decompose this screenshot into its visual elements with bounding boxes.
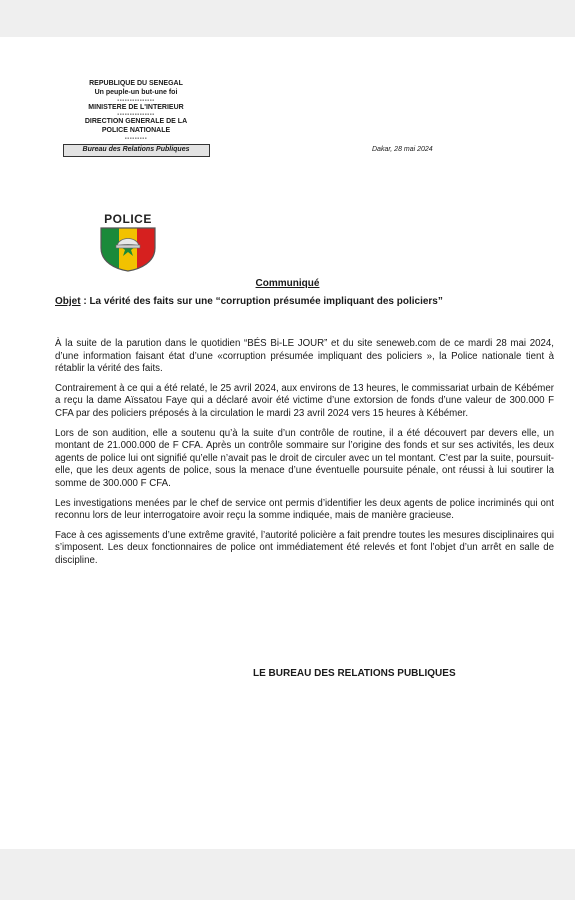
paragraph: À la suite de la parution dans le quotidien “BÉS Bi-LE JOUR” et du site seneweb.com de ce mardi 28 mai 2024, d’une information faisant état d’une «corruption présumée impliquant des policiers », la Police nationale tient à rétablir la vérité des faits. bbox=[55, 338, 554, 375]
signature: LE BUREAU DES RELATIONS PUBLIQUES bbox=[253, 668, 456, 679]
separator: --------------- bbox=[117, 97, 155, 104]
subject-text: : La vérité des faits sur une “corruption présumée impliquant des policiers” bbox=[80, 296, 443, 307]
subject-label: Objet bbox=[55, 296, 81, 307]
direction-name-line2: POLICE NATIONALE bbox=[101, 127, 171, 134]
document-body bbox=[55, 338, 554, 575]
subject-line bbox=[55, 296, 535, 307]
police-logo bbox=[97, 212, 159, 272]
paragraph: Contrairement à ce qui a été relaté, le 25 avril 2024, aux environs de 13 heures, le commissariat urbain de Kébémer a reçu la dame Aïssatou Faye qui a déclaré avoir été victime d’une extorsion de fonds d’une valeur de 300.000 F CFA par des policiers préposés à la circulation le mardi 23 avril 2024 vers 15 heures à Kébémer. bbox=[55, 382, 554, 419]
republic-name: REPUBLIQUE DU SENEGAL bbox=[89, 80, 183, 87]
separator: --------- bbox=[124, 135, 148, 142]
paragraph: Lors de son audition, elle a soutenu qu’à la suite d’un contrôle de routine, il a été découvert par devers elle, un montant de 21.000.000 de F CFA. Après un contrôle sommaire sur l’origine des fonds et sur ses activités, les deux agents de police lui ont signifié qu’elle n’avait pas le droit de circuler avec un tel montant. C’est par la suite, poursuit-elle, que les deux agents de police, sous la menace d’une éventuelle poursuite pénale, ont réussi à lui soutirer la somme de 300.000 F CFA. bbox=[55, 427, 554, 489]
document-title: Communiqué bbox=[255, 278, 320, 289]
direction-name-line1: DIRECTION GENERALE DE LA bbox=[84, 118, 188, 126]
letterhead bbox=[56, 80, 216, 157]
separator: --------------- bbox=[117, 112, 155, 119]
bureau-box: Bureau des Relations Publiques bbox=[63, 144, 210, 157]
police-shield-icon bbox=[97, 226, 159, 272]
ministry-name: MINISTERE DE L'INTERIEUR bbox=[88, 103, 184, 111]
document-date: Dakar, 28 mai 2024 bbox=[372, 146, 433, 153]
paragraph: Face à ces agissements d’une extrême gravité, l’autorité policière a fait prendre toutes les mesures disciplinaires qui s’imposent. Les deux fonctionnaires de police ont immédiatement été relevés et font l’objet d’un arrêt en salle de discipline. bbox=[55, 529, 554, 566]
police-logo-text: POLICE bbox=[104, 212, 152, 226]
national-motto: Un peuple-un but-une foi bbox=[94, 88, 178, 96]
paragraph: Les investigations menées par le chef de service ont permis d’identifier les deux agents de police incriminés qui ont reconnu lors de leur interrogatoire avoir reçu la somme indiquée, mais de manière gracieuse. bbox=[55, 497, 554, 522]
